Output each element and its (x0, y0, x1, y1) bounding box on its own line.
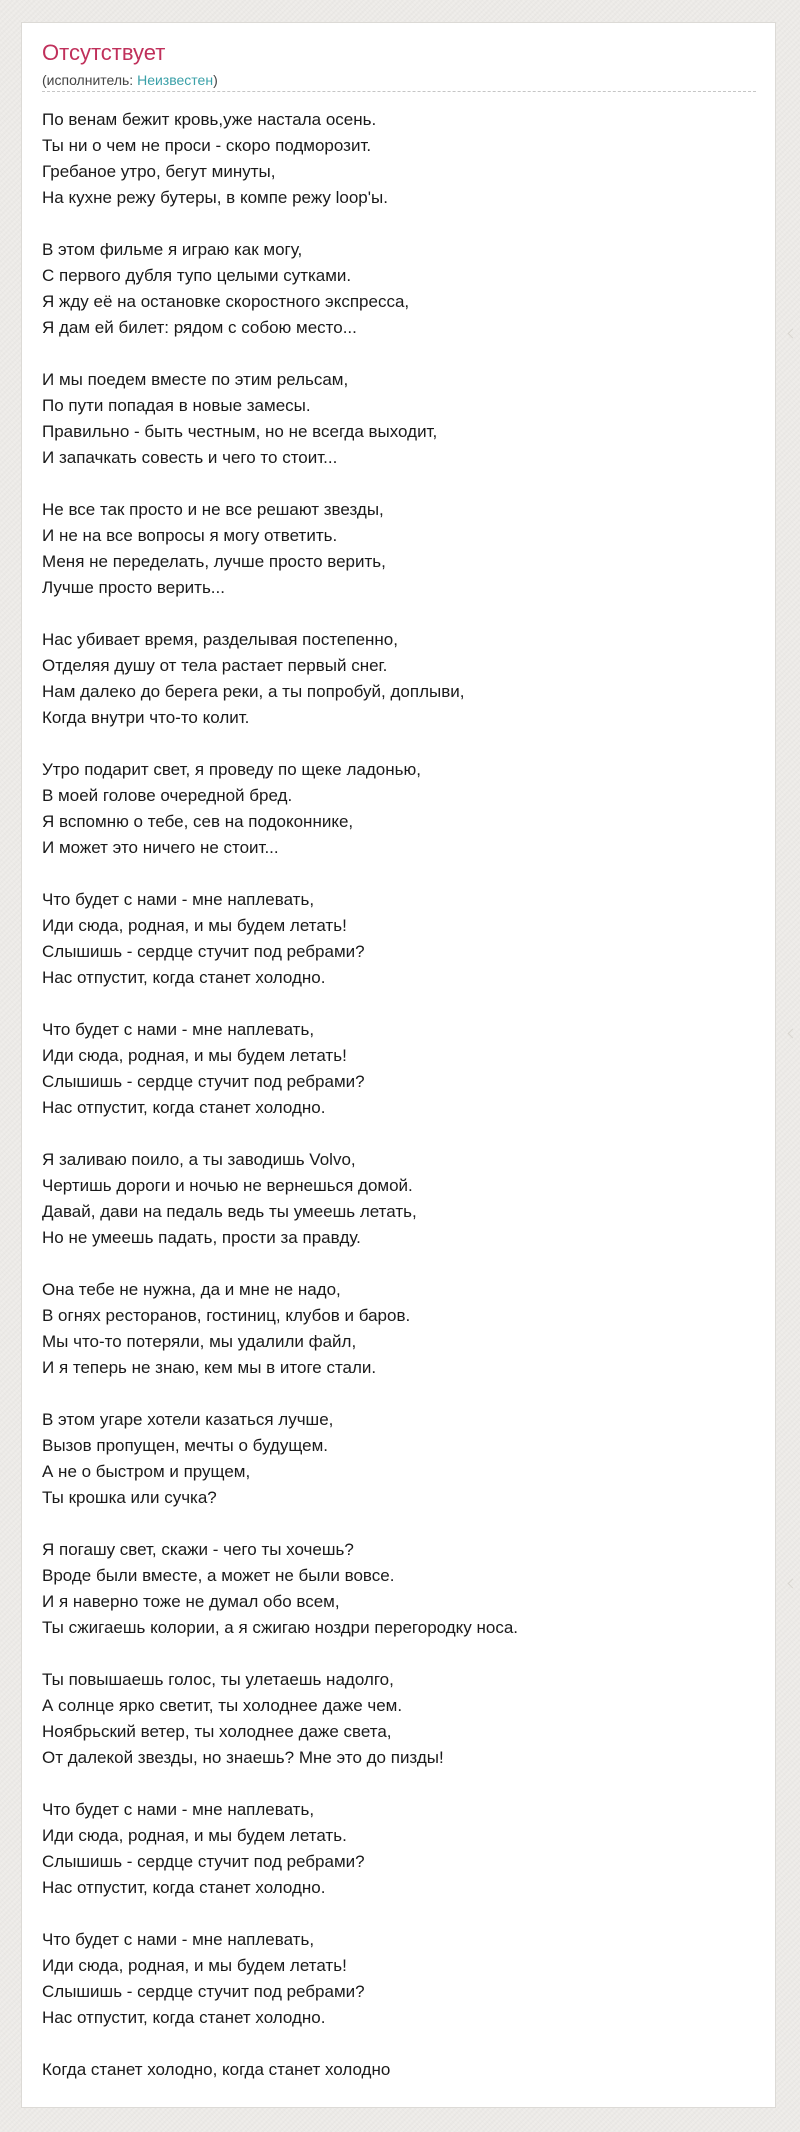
byline-suffix: ) (213, 72, 218, 88)
lyrics-stanza (42, 237, 756, 341)
lyric-line: Ты ни о чем не проси - скоро подморозит. (42, 136, 372, 155)
lyric-line: Я дам ей билет: рядом с собою место... (42, 318, 357, 337)
lyric-line: Чертишь дороги и ночью не вернешься домой. (42, 1176, 413, 1195)
lyric-line: В этом угаре хотели казаться лучше, (42, 1410, 334, 1429)
lyrics-stanza (42, 627, 756, 731)
lyrics-stanza (42, 757, 756, 861)
lyric-line: Нас отпустит, когда станет холодно. (42, 2008, 326, 2027)
lyric-line: И запачкать совесть и чего то стоит... (42, 448, 338, 467)
lyrics-stanza (42, 887, 756, 991)
lyric-line: А солнце ярко светит, ты холоднее даже чем. (42, 1696, 403, 1715)
lyric-line: Что будет с нами - мне наплевать, (42, 1800, 315, 1819)
lyric-line: Что будет с нами - мне наплевать, (42, 890, 315, 909)
lyrics-stanza (42, 1147, 756, 1251)
lyric-line: Правильно - быть честным, но не всегда выходит, (42, 422, 438, 441)
lyrics-stanza (42, 1797, 756, 1901)
lyric-line: Я заливаю поило, а ты заводишь Volvo, (42, 1150, 356, 1169)
lyric-line: И не на все вопросы я могу ответить. (42, 526, 338, 545)
lyrics-stanza (42, 2057, 756, 2083)
lyrics-stanza (42, 1407, 756, 1511)
lyric-line: Ноябрьский ветер, ты холоднее даже света, (42, 1722, 392, 1741)
lyrics-stanza (42, 1277, 756, 1381)
lyric-line: Нас отпустит, когда станет холодно. (42, 1878, 326, 1897)
lyric-line: В огнях ресторанов, гостиниц, клубов и баров. (42, 1306, 411, 1325)
lyric-line: Ты крошка или сучка? (42, 1488, 217, 1507)
lyric-line: Слышишь - сердце стучит под ребрами? (42, 942, 365, 961)
lyrics-stanza (42, 1537, 756, 1641)
byline-prefix: (исполнитель: (42, 72, 138, 88)
lyrics-stanza (42, 497, 756, 601)
lyric-line: Нас отпустит, когда станет холодно. (42, 1098, 326, 1117)
lyrics-card (21, 22, 776, 2108)
lyric-line: Я жду её на остановке скоростного экспресса, (42, 292, 410, 311)
lyric-line: В этом фильме я играю как могу, (42, 240, 303, 259)
lyric-line: Мы что-то потеряли, мы удалили файл, (42, 1332, 357, 1351)
lyric-line: Утро подарит свет, я проведу по щеке ладонью, (42, 760, 421, 779)
song-title: Отсутствует (42, 40, 166, 65)
lyric-line: Меня не переделать, лучше просто верить, (42, 552, 386, 571)
lyric-line: Лучше просто верить... (42, 578, 225, 597)
lyric-line: Когда внутри что-то колит. (42, 708, 250, 727)
lyric-line: Слышишь - сердце стучит под ребрами? (42, 1072, 365, 1091)
title-divider (42, 91, 756, 92)
lyric-line: И я наверно тоже не думал обо всем, (42, 1592, 340, 1611)
lyrics-stanza (42, 1667, 756, 1771)
lyric-line: Давай, дави на педаль ведь ты умеешь летать, (42, 1202, 417, 1221)
lyric-line: Иди сюда, родная, и мы будем летать! (42, 1046, 347, 1065)
lyric-line: Нас убивает время, разделывая постепенно, (42, 630, 398, 649)
lyric-line: По венам бежит кровь,уже настала осень. (42, 110, 377, 129)
lyric-line: Ты сжигаешь колории, а я сжигаю ноздри перегородку носа. (42, 1618, 519, 1637)
lyric-line: Иди сюда, родная, и мы будем летать! (42, 1956, 347, 1975)
page-edge-ornament (788, 329, 798, 339)
lyric-line: Вроде были вместе, а может не были вовсе. (42, 1566, 395, 1585)
lyric-line: На кухне режу бутеры, в компе режу loop'ы. (42, 188, 388, 207)
lyric-line: Иди сюда, родная, и мы будем летать! (42, 916, 347, 935)
lyric-line: И я теперь не знаю, кем мы в итоге стали. (42, 1358, 377, 1377)
lyrics-body (42, 107, 756, 2109)
lyrics-stanza (42, 367, 756, 471)
lyric-line: Слышишь - сердце стучит под ребрами? (42, 1982, 365, 2001)
page-edge-ornament (788, 1029, 798, 1039)
lyric-line: Ты повышаешь голос, ты улетаешь надолго, (42, 1670, 394, 1689)
lyric-line: Иди сюда, родная, и мы будем летать. (42, 1826, 347, 1845)
lyric-line: Гребаное утро, бегут минуты, (42, 162, 276, 181)
lyric-line: Я погашу свет, скажи - чего ты хочешь? (42, 1540, 354, 1559)
lyric-line: Что будет с нами - мне наплевать, (42, 1020, 315, 1039)
lyric-line: В моей голове очередной бред. (42, 786, 293, 805)
lyric-line: От далекой звезды, но знаешь? Мне это до пизды! (42, 1748, 444, 1767)
lyric-line: А не о быстром и прущем, (42, 1462, 251, 1481)
lyrics-stanza (42, 1927, 756, 2031)
lyric-line: Вызов пропущен, мечты о будущем. (42, 1436, 328, 1455)
lyric-line: Что будет с нами - мне наплевать, (42, 1930, 315, 1949)
artist-byline (42, 71, 218, 89)
lyric-line: Когда станет холодно, когда станет холодно (42, 2060, 391, 2079)
lyric-line: Но не умеешь падать, прости за правду. (42, 1228, 361, 1247)
lyric-line: И может это ничего не стоит... (42, 838, 279, 857)
lyric-line: Нас отпустит, когда станет холодно. (42, 968, 326, 987)
lyrics-stanza (42, 1017, 756, 1121)
lyric-line: По пути попадая в новые замесы. (42, 396, 311, 415)
lyric-line: Нам далеко до берега реки, а ты попробуй, доплыви, (42, 682, 465, 701)
lyric-line: Я вспомню о тебе, сев на подоконнике, (42, 812, 354, 831)
lyric-line: И мы поедем вместе по этим рельсам, (42, 370, 349, 389)
page-edge-ornament (788, 1579, 798, 1589)
lyric-line: Не все так просто и не все решают звезды, (42, 500, 384, 519)
lyric-line: Отделяя душу от тела растает первый снег. (42, 656, 388, 675)
lyrics-stanza (42, 107, 756, 211)
lyric-line: С первого дубля тупо целыми сутками. (42, 266, 352, 285)
artist-link[interactable]: Неизвестен (137, 72, 214, 88)
lyric-line: Она тебе не нужна, да и мне не надо, (42, 1280, 341, 1299)
lyric-line: Слышишь - сердце стучит под ребрами? (42, 1852, 365, 1871)
